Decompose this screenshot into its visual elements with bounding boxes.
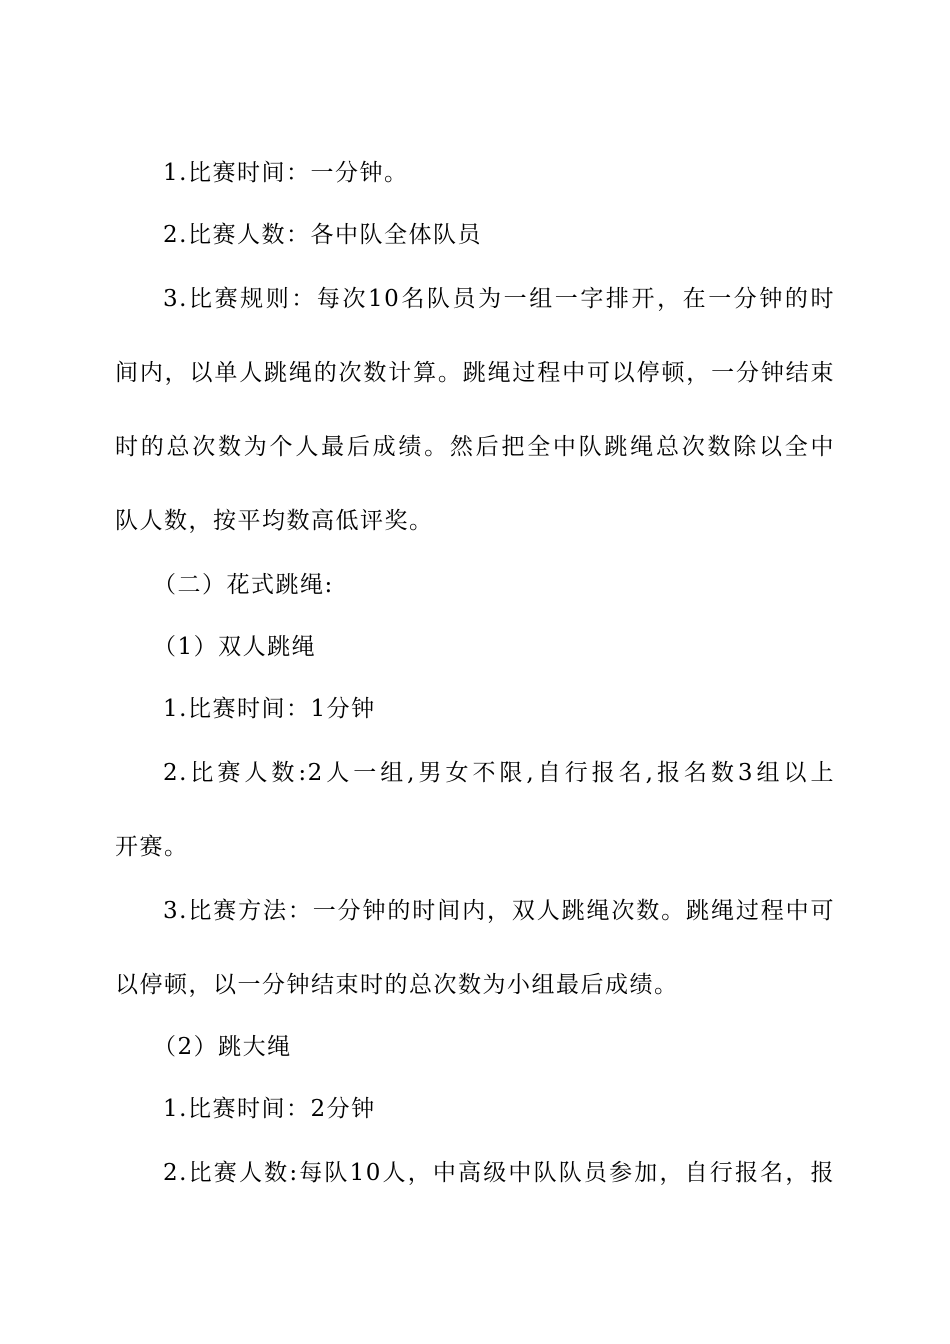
rule-item-participants-2-line-1: 2.比赛人数:2人一组,男女不限,自行报名,报名数3组以上 <box>163 760 835 786</box>
subsection-heading-long-rope: （2）跳大绳 <box>153 1034 292 1060</box>
rule-item-rules-line-4: 队人数，按平均数高低评奖。 <box>115 508 434 534</box>
subsection-heading-double-rope: （1）双人跳绳 <box>153 634 317 660</box>
rule-item-participants-1: 2.比赛人数：各中队全体队员 <box>163 222 482 248</box>
rule-item-method-line-2: 以停顿，以一分钟结束时的总次数为小组最后成绩。 <box>115 972 679 998</box>
section-heading-fancy-rope: （二）花式跳绳: <box>153 572 334 598</box>
rule-item-rules-line-2: 间内，以单人跳绳的次数计算。跳绳过程中可以停顿，一分钟结束 <box>115 360 835 386</box>
rule-item-method-line-1: 3.比赛方法：一分钟的时间内，双人跳绳次数。跳绳过程中可 <box>163 898 835 924</box>
rule-item-participants-2-line-2: 开赛。 <box>115 834 189 860</box>
rule-item-time-3: 1.比赛时间：2分钟 <box>163 1096 376 1122</box>
rule-item-time-2: 1.比赛时间：1分钟 <box>163 696 376 722</box>
rule-item-time-1: 1.比赛时间：一分钟。 <box>163 160 409 186</box>
rule-item-rules-line-1: 3.比赛规则：每次10名队员为一组一字排开，在一分钟的时 <box>163 286 835 312</box>
rule-item-participants-3-line-1: 2.比赛人数:每队10人，中高级中队队员参加，自行报名，报 <box>163 1160 835 1186</box>
rule-item-rules-line-3: 时的总次数为个人最后成绩。然后把全中队跳绳总次数除以全中 <box>115 434 835 460</box>
